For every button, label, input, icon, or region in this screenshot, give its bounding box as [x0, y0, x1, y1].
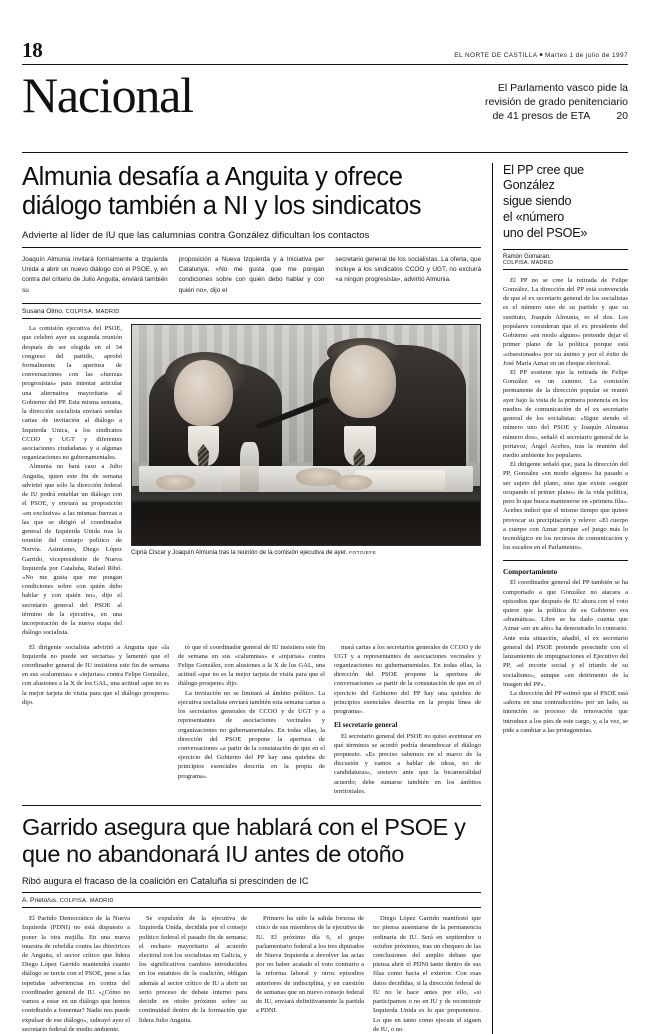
article-2-subhead: Ribó augura el fracaso de la coalición en Cataluña si prescinden de IC — [22, 876, 309, 887]
paragraph: La dirección del PP estimó que el PSOE está «ahora en una contradicción» por un lado, su intención se proceso de renovación que introduce a los pies de este cargo, y, a la vez, se pide a cambiar a las protagonistas. — [503, 690, 628, 734]
rail-rule-1 — [503, 249, 628, 250]
article-1-column-4 — [334, 643, 481, 797]
rail-headline-line-5: uno del PSOE» — [503, 225, 588, 240]
byline-rule — [22, 318, 481, 319]
photo-wrap — [131, 324, 481, 556]
masthead-line — [454, 52, 628, 61]
photo-head-left — [174, 360, 233, 426]
promo-line-3-wrap — [416, 109, 628, 123]
rail-rule-3 — [503, 560, 628, 561]
caption-text: Ciprià Ciscar y Joaquín Almunia tras la reunión de la comisión ejecutiva de ayer. — [131, 549, 348, 557]
rail-headline-line-3: sigue siendo — [503, 194, 572, 209]
article-2-byline-rule — [22, 907, 481, 908]
rail-byline-author: Ramón Gomaran. — [503, 253, 551, 260]
paragraph: Se expulsión de la ejecutiva de Izquierda Unida, decidida por el consejo político federal el pasado fin de semana; el rechazo mayoritario al acuerdo electoral con los socialistas en Galicia, y los significativos cambios introducidos en los estatutos de la coalición, obligan además al sector crítico de IU a abrir un serio proceso de debate interno para decidir en otoño próximo sobre su continuidad dentro de la formación que lidera Julio Anguita. — [139, 915, 247, 1024]
masthead-separator-icon: ■ — [539, 52, 543, 59]
article-1-subhead: Advierte al líder de IU que las calumnias contra González dificultan los contactos — [22, 229, 370, 241]
article-1-byline — [22, 308, 481, 315]
paragraph: Almunia no hará caso a Julio Anguita, quien este fin de semana advirtió que sólo la dirección federal de IU podrá entablar un diálogo con el PSOE, y enviará su proposición «en exclusiva» a las mismas fuerzas a las que se dirigió el coordinador general de Izquierda Unida tras la reunión del consejo político de Nervia. Asimismo, Diego López Garrido, vicepresidente de Nueva Izquierda por Cataluña, Rafael Ribó. «No me gusta que me pongan condiciones sobre con quién debo hablar y con quién no», dijo el secretario general del PSOE al término de la ejecutiva, en una incorporación de la nueva etapa del diálogo socialista. — [22, 463, 122, 637]
rail-rule-2 — [503, 269, 628, 270]
folio-row — [22, 0, 628, 61]
rail-headline[interactable] — [503, 163, 628, 242]
paragraph: El dirigente socialista advirtió a Anguita que «la Izquierda no puede ser sectaria» y lamentó que el coordinador general de IU insistiera este fin de semana en sus «calumnias» e «injurias» contra Felipe González, con alusiones a la X de los GAL, una actitud «que no es la mejor tarjeta de visita para que el diálogo prospere» dijo. — [22, 643, 169, 706]
article-1-lower-block — [22, 643, 481, 797]
article-1-column-3 — [178, 643, 325, 797]
paragraph: El PP sostiene que la retirada de Felipe González es un camino. La comisión permanente de la dirección popular se reunió ayer bajo la vista de la primera ponencia en los medios de comunicación de el ex secretario general de los socialistas: «Sigue siendo el número uno del PSOE y Joaquín Almunia número dos», señaló el secretario general de la portavoz, Ángel Acebes, tras la reunión del medio ambiente los populares. — [503, 369, 628, 459]
paragraph: Primero ha sido la salida forzosa de cinco de sus miembros de la ejecutiva de IU. El próximo día 6, el grupo parlamentario federal a los tres diputados de Nueva Izquierda a devolver las actas por no haber acatado el voto contrario a la reforma laboral y otros episodios anteriores de indisciplina, y en cuestión de semanas que un nuevo consejo federal de IU, enviará definitivamente la partida a PDNI. — [256, 915, 364, 1015]
main-content-zone — [22, 163, 492, 1034]
paragraph: tó que el coordinador general de IU insistiera este fin de semana en sus «calumnias» e «injurias» contra Felipe González, con alusiones a la X de los GAL, una actitud «que no es la mejor tarjeta de visita para que el diálogo prospere» dijo. — [178, 643, 325, 688]
article-1-lead — [22, 255, 481, 297]
photo-hand-1 — [156, 475, 194, 490]
article-1-column-2 — [22, 643, 169, 797]
body-area — [22, 163, 628, 1034]
paragraph: La invitación no se limitará al ámbito político. La ejecutiva socialista enviará también esta semana cartas a los secretarios generales de CCOO y de UGT y a representantes de asociaciones vecinales y organizaciones no gubernamentales. En todas ellas, la dirección del PSOE propone la apertura de conversaciones «a partir de la constatación de que en el ejercicio del Gobierno del PP hay una quiebra de principios esenciales descrita en la propia de programa». — [178, 689, 325, 780]
rail-subhead: Comportamiento — [503, 567, 558, 577]
article-2-column-2 — [139, 914, 247, 1034]
header-rule — [22, 64, 628, 65]
article-2-columns — [22, 914, 481, 1034]
byline-agency: COLPISA. MADRID — [65, 309, 120, 316]
article-2-column-1 — [22, 914, 130, 1034]
caption-credit: FOTO/EFE — [349, 551, 377, 557]
photo-table — [132, 486, 480, 545]
rail-headline-line-2: González — [503, 178, 555, 193]
promo-line-3: de 41 presos de ETA — [492, 110, 591, 123]
promo-page-number: 20 — [616, 110, 628, 123]
photo-glass — [222, 466, 239, 492]
paragraph: El dirigente señaló que, para la dirección del PP, González «en modo alguno» ha pasado a ser sujeto del plano, sino que existe «seguir ocupando el primer plano» de la vida política, pero lo que busca mantenerse en «primera fila». Acebes indicó que el mismo tiempo que quiere provocar su precipitación y relevo: «El cuerpo a cuerpo con Aznar porque «el juego más lo tecnológico en los recursos de comunicación y los escaños en el Parlamento». — [503, 461, 628, 552]
byline-author: A. Prieto/us. — [22, 897, 58, 905]
rail-byline-agency: COLPISA. MADRID — [503, 259, 554, 266]
promo-line-2: revisión de grado penitenciario — [484, 96, 628, 109]
section-title: Nacional — [22, 67, 193, 123]
article-1-inline-subhead: El secretario general — [334, 721, 398, 730]
paragraph: El PP no se cree la retirada de Felipe González. La dirección del PP está convencida de que el ex secretario general de los socialistas es el número uno de su partido y que su sustituto, Joaquín Almunia, es el dos. Los populares consideran que el ex presidente del Gobierno «en modo alguno» pretende dejar el primer plano de la política porque está «obsesionado» por su ánimo y por el éxito de José María Aznar en un choque electoral. — [503, 276, 628, 367]
lead-rule — [22, 303, 481, 304]
article-2-thin-rule — [22, 892, 481, 893]
article-1-top-block — [22, 324, 481, 637]
promo-line-1: El Parlamento vasco pide la — [497, 82, 628, 94]
paragraph: Diego López Garrido manifestó que no piensa ausentarse de la permanencia ordinaria de IU. Será en septiembre u octubre próximos, tras un chequeo de las conclusiones del amplio debate que piensa abrir el PDNI tanto dentro de sus filas como hacia el exterior. Con esas datos decididas, si la dirección federal de IU no le hace antes por ello, «si participamos o no en IU y de reconstruir Izquierda Unida es lo que proponemos. Lo que en tanto como ejecute el siguen de IU, o no. — [373, 915, 481, 1033]
rail-headline-line-1: El PP cree que — [503, 162, 584, 177]
paragraph: El secretario general del PSOE no quiso aventurar en qué términos se acordó podría desembocar el diálogo propuesto. «Es preciso sabemos en el marco de la discusión y vamos a hablar de ideas, no de candidaturas», sostuvo ante que la bicameralidad acuerdo; debe sumarse también en los ámbitos territoriales. — [334, 732, 481, 795]
paragraph: El coordinador general del PP también se ha comportado a que González no atacara a episodios que después de IU ahora con el voto quiere que la política de su Gobierno era «dramática». Libre se ha dado cuenta que Aznar «en un año» ha demostrado lo contrario. Ante esta situación, añadió, el ex secretario general del PSOE pretende prescindir con el lanzamiento de impugnaciones el Ejecutivo del PP, «el recorte social y el triunfo de su socialismo», aunque «en detrimento de la imagen del PP». — [503, 579, 628, 688]
article-1-rule — [22, 247, 481, 248]
byline-author: Susana Olmo. — [22, 308, 64, 316]
byline-agency: COLPISA. MADRID — [59, 898, 114, 905]
article-1-column-1 — [22, 324, 122, 637]
rail-headline-line-4: el «número — [503, 210, 565, 225]
rail-byline — [503, 254, 628, 266]
lead-col-2: proposición a Nueva Izquierda y a Iniciativa per Catalunya. «No me gusta que me pongan condiciones sobre con quién debo hablar y con quién no», dijo el — [178, 255, 325, 294]
photo-head-right — [330, 345, 396, 418]
article-2-rule — [22, 805, 481, 806]
article-1-headline[interactable]: Almunia desafía a Anguita y ofrece diálogo también a NI y los sindicatos — [22, 162, 422, 220]
page-number: 18 — [22, 38, 43, 62]
right-rail — [492, 163, 628, 1034]
lead-col-1: Joaquín Almunia invitará formalmente a Izquierda Unida a abrir un nuevo diálogo con el PSOE, y, en contra del criterio de Julio Anguita, enviará también su — [22, 255, 168, 294]
rail-body-2 — [503, 578, 628, 735]
paragraph: La comisión ejecutiva del PSOE, que celebró ayer su segunda reunión después de ser elegida en el 34 congreso del partido, aprobó formalmente la apertura de conversaciones con las «fuerzas progresistas» para intentar articular una alternativa mayoritaria al Gobierno del PP. Esta misma semana, la dirección socialista enviará sendas cartas de invitación al diálogo a Izquierda Unica, a los sindicatos CCOO y UGT y diferentes asociaciones ciudadanas y a algunas organizaciones no gubernamentales. — [22, 325, 122, 462]
article-2-column-4 — [373, 914, 481, 1034]
article-1-photo-block — [131, 324, 481, 637]
section-promo[interactable] — [416, 71, 628, 124]
article-2-byline — [22, 897, 481, 904]
press-photo — [131, 324, 481, 546]
masthead-date: Martes 1 de julio de 1997 — [544, 52, 628, 59]
photo-hand-3 — [334, 475, 372, 490]
article-2-column-3 — [256, 914, 364, 1034]
paragraph: mará cartas a los secretarios generales de CCOO y de UGT y a representantes de asociaciones vecinales y organizaciones no gubernamentales. En todas ellas, la dirección del PSOE propone la apertura de conversaciones «a partir de la constatación de que en el ejercicio del Gobierno del PP hay una quiebra de principios esenciales descrita en la propia línea de programa». — [334, 643, 481, 716]
masthead-name: EL NORTE DE CASTILLA — [454, 52, 538, 59]
photo-caption — [131, 549, 481, 556]
section-header — [22, 67, 628, 124]
lead-col-3: secretario general de los socialistas. La oferta, que incluye a los sindicatos CCOO y UGT, no excluirá «a ningún progresista», advirtió Almunia. — [335, 255, 482, 284]
article-2-headline[interactable]: Garrido asegura que hablará con el PSOE y que no abandonará IU antes de otoño — [22, 814, 466, 868]
paragraph: El Partido Democrático de la Nueva Izquierda (PDNI) no está dispuesto a poner la otra mejilla. En una nueva muestra de rebeldía contra las directrices de Anguita, el sector crítico que lidera Diego López Garrido mantendrá cuanto diálogo se tercie con el PSOE, pese a las repetidas advertencias en contra del coordinador general de IU. «¿Cómo no vamos a estar en un diálogo que hemos contribuido a fomentar? Nadie nos puede expulsar de ese diálogo», subrayó ayer el secretario federal de medio ambiente. — [22, 915, 130, 1033]
photo-bottle — [240, 442, 259, 493]
section-rule — [22, 152, 628, 153]
rail-body — [503, 276, 628, 553]
